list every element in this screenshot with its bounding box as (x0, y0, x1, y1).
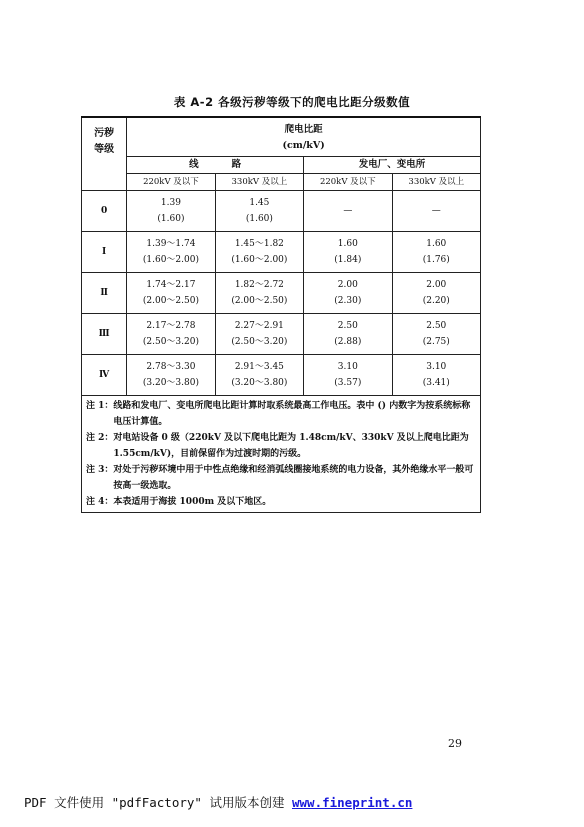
value-primary: 1.60 (337, 239, 358, 249)
grade-header-line-1: 污秽 (94, 128, 115, 139)
value-cell (304, 191, 392, 232)
value-secondary: (1.76) (422, 255, 450, 265)
footer-link[interactable]: www.fineprint.cn (292, 795, 413, 810)
value-secondary: (3.57) (334, 378, 362, 388)
value-secondary: (1.60～2.00) (231, 255, 288, 265)
page-number: 29 (448, 737, 462, 750)
value-primary: 1.60 (426, 239, 447, 249)
note-text: 对电站设备 0 级（220kV 及以下爬电比距为 1.48cm/kV、330kV 及以上爬电比距为 1.55cm/kV)，目前保留作为过渡时期的污级。 (113, 433, 469, 459)
notes-cell (82, 396, 481, 513)
note-label: 注 1： (86, 401, 114, 411)
grade-header (82, 117, 127, 191)
value-primary: 1.39～1.74 (146, 239, 196, 249)
value-cell (215, 355, 303, 396)
grade-cell: Ⅱ (82, 273, 127, 314)
value-cell (215, 273, 303, 314)
creep-unit: (cm/kV) (282, 140, 325, 151)
footer-text: PDF 文件使用 "pdfFactory" 试用版本创建 (24, 795, 292, 810)
value-primary: 1.45 (249, 198, 270, 208)
value-cell (392, 273, 480, 314)
creep-header (127, 117, 481, 157)
grade-cell: 0 (82, 191, 127, 232)
value-primary: 2.78～3.30 (146, 362, 196, 372)
station-group-header: 发电厂、变电所 (304, 157, 481, 174)
note-text: 本表适用于海拔 1000m 及以下地区。 (113, 497, 272, 507)
value-primary: 1.45～1.82 (234, 239, 284, 249)
note-text: 对处于污秽环境中用于中性点绝缘和经消弧线圈接地系统的电力设备，其外绝缘水平一般可按高一级选取。 (113, 465, 474, 491)
value-cell (127, 355, 215, 396)
grade-cell: Ⅲ (82, 314, 127, 355)
note-label: 注 3： (86, 465, 114, 475)
note-item (86, 462, 476, 494)
value-primary: — (431, 206, 441, 216)
value-secondary: (2.30) (334, 296, 362, 306)
grade-cell: Ⅰ (82, 232, 127, 273)
value-primary: 3.10 (426, 362, 447, 372)
value-secondary: (3.41) (422, 378, 450, 388)
grade-cell: Ⅳ (82, 355, 127, 396)
value-secondary: (2.75) (422, 337, 450, 347)
note-item (86, 398, 476, 430)
value-primary: 2.50 (337, 321, 358, 331)
value-cell (215, 314, 303, 355)
value-cell (127, 273, 215, 314)
value-cell (392, 314, 480, 355)
value-cell (304, 232, 392, 273)
value-cell (304, 355, 392, 396)
creep-label: 爬电比距 (284, 124, 323, 135)
value-secondary: (2.50～3.20) (142, 337, 199, 347)
note-label: 注 2： (86, 433, 114, 443)
value-secondary: (2.50～3.20) (231, 337, 288, 347)
value-secondary: (1.84) (334, 255, 362, 265)
voltage-header: 220kV 及以下 (304, 174, 392, 191)
value-primary: 1.39 (160, 198, 181, 208)
value-secondary: (2.00～2.50) (231, 296, 288, 306)
value-secondary: (2.88) (334, 337, 362, 347)
value-primary: 2.27～2.91 (234, 321, 284, 331)
voltage-header: 330kV 及以上 (215, 174, 303, 191)
table-row (82, 191, 481, 232)
note-item (86, 494, 476, 510)
value-secondary: (1.60) (245, 214, 273, 224)
value-primary: 1.82～2.72 (234, 280, 284, 290)
value-primary: 2.17～2.78 (146, 321, 196, 331)
value-secondary: (3.20～3.80) (142, 378, 199, 388)
value-secondary: (3.20～3.80) (231, 378, 288, 388)
value-secondary: (2.20) (422, 296, 450, 306)
table-row (82, 314, 481, 355)
value-cell (304, 273, 392, 314)
voltage-header: 330kV 及以上 (392, 174, 480, 191)
table-row (82, 273, 481, 314)
note-label: 注 4： (86, 497, 114, 507)
note-item (86, 430, 476, 462)
value-primary: 2.00 (426, 280, 447, 290)
value-cell (127, 314, 215, 355)
grade-header-line-2: 等级 (94, 144, 115, 155)
value-cell (392, 191, 480, 232)
value-primary: — (343, 206, 353, 216)
value-secondary: (1.60～2.00) (142, 255, 199, 265)
value-cell (304, 314, 392, 355)
value-cell (392, 355, 480, 396)
value-primary: 2.50 (426, 321, 447, 331)
value-cell (127, 232, 215, 273)
value-cell (215, 232, 303, 273)
table-row (82, 232, 481, 273)
value-cell (215, 191, 303, 232)
value-primary: 1.74～2.17 (146, 280, 196, 290)
value-cell (392, 232, 480, 273)
pdf-footer (24, 793, 412, 811)
value-secondary: (1.60) (157, 214, 185, 224)
table-row (82, 355, 481, 396)
line-group-header: 线 路 (127, 157, 304, 174)
value-secondary: (2.00～2.50) (142, 296, 199, 306)
value-primary: 2.00 (337, 280, 358, 290)
creepage-table (81, 116, 481, 513)
note-text: 线路和发电厂、变电所爬电比距计算时取系统最高工作电压。表中 () 内数字为按系统标称电压计算值。 (113, 401, 471, 427)
value-primary: 3.10 (337, 362, 358, 372)
table-title: 表 A-2 各级污秽等级下的爬电比距分级数值 (173, 95, 411, 109)
value-primary: 2.91～3.45 (234, 362, 284, 372)
voltage-header: 220kV 及以下 (127, 174, 215, 191)
value-cell (127, 191, 215, 232)
